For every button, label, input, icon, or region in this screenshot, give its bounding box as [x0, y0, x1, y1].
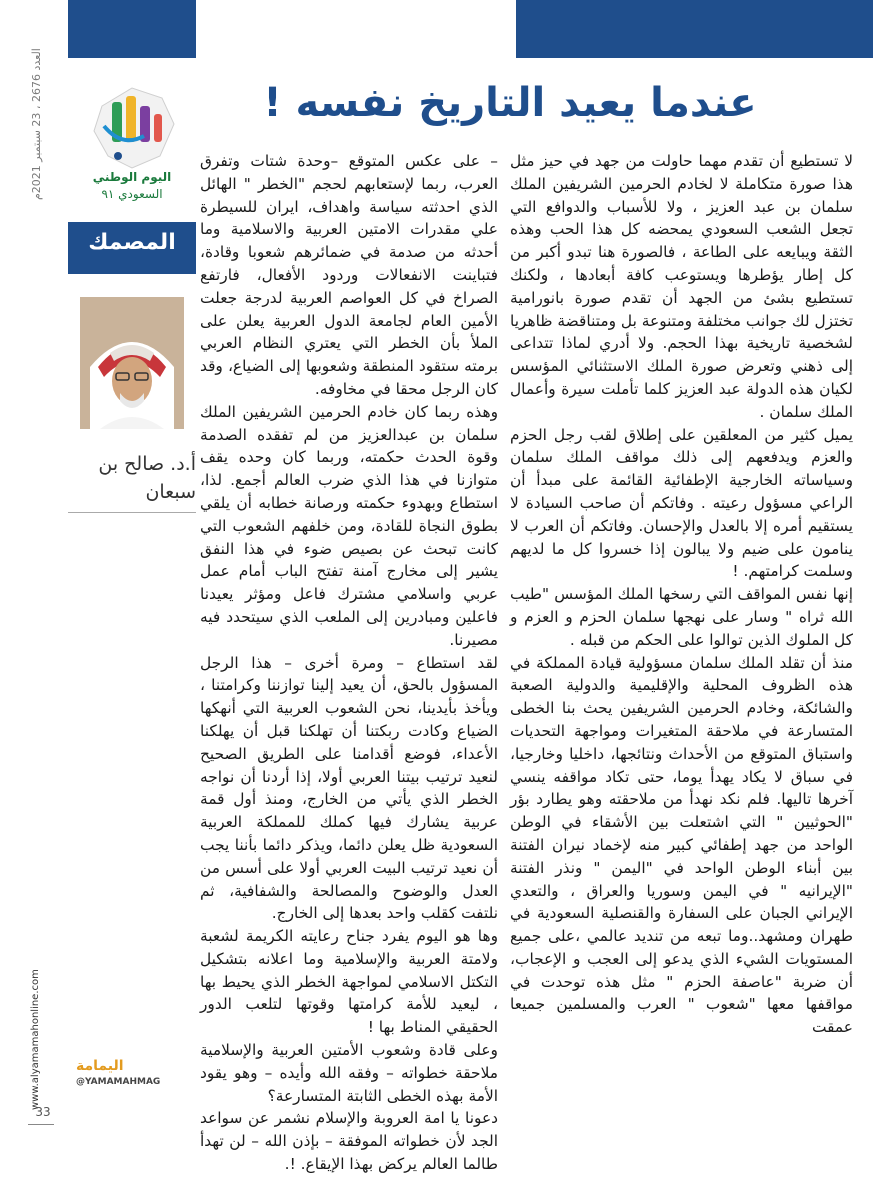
- author-rule: [68, 512, 196, 513]
- author-name: أ.د. صالح بن سبعان: [98, 453, 196, 503]
- column-name: المصمك: [88, 230, 176, 255]
- top-bar-left: [68, 0, 196, 58]
- top-bar-right: [516, 0, 873, 58]
- paragraph: دعونا يا امة العروبة والإسلام نشمر عن سواعد الجد لأن خطواته الموفقة – بإذن الله – لن تهدأ طالما العالم يركض بهذا الإيقاع. !.: [200, 1109, 498, 1174]
- paragraph: لقد استطاع – ومرة أخرى – هذا الرجل المسؤول بالحق، أن يعيد إلينا توازننا وكرامتنا ، ويأخذ بأيدينا، نحن الشعوب العربية التي أنهكها الضياع وكادت ربكتنا أن تهلكنا قبل أن يهلكنا الأعداء، فوضع أقدامنا على الطريق الصحيح لنعيد ترتيب بيتنا العربي أولا، إذا أردنا أن نواجه الخطر الذي يأتي من الخارج، ومنذ أول قمة عربية يشارك فيها كملك للمملكة العربية السعودية ظل يعلن دائما، ويذكر دائما بأننا يجب أن نعيد ترتيب البيت العربي أولا على أسس من العدل والوضوح والمصالحة والشفافية، ثم نلتفت كقلب واحد بعدها إلى الخارج.: [200, 653, 498, 923]
- paragraph: وهذه ربما كان خادم الحرمين الشريفين الملك سلمان بن عبدالعزيز من لم تفقده الصدمة وقوة الحدث حكمته، وربما كان وحده يقف متوازنا في هذا الذي ضرب العالم أجمع. لذا، استطاع وبهدوء حكمته ورصانة خطابه أن يلقي بطوق النجاة للقادة، ومن خلفهم الشعوب التي كانت تبحث عن بصيص ضوء في هذا النفق يشير إلى مخارج آمنة تفتح الباب أمام عمل عربي واسلامي مشترك فاعل ومؤثر يعيدنا فاعلين ومبادرين إلى الملعب الذي سيتحدد فيه مصيرنا.: [200, 402, 498, 649]
- svg-text:اليمامة: اليمامة: [76, 1058, 124, 1073]
- paragraph: – على عكس المتوقع –وحدة شتات وتفرق العرب، ربما لإستعابهم لحجم "الخطر " الهائل الذي احدثته سياسة واهداف، ايران للسيطرة علي مقدرات الامتين العربية والاسلامية وما أحدثه من صدمة في ضمائرهم شعوبا وقادة، فتباينت الانفعالات وردود الأفعال، فارتفع الصراخ في كل العواصم العربية لدرجة جعلت الأمين العام لجامعة الدول العربية يعلن على الملأ بأن الخطر التي يعتري النظام العربي برمته ستقود المنطقة وشعوبها إلى الضياع، وقد كان الرجل محقا في مخاوفه.: [200, 152, 498, 398]
- article-column-right: [510, 150, 853, 1120]
- page-number: 33: [35, 1105, 51, 1119]
- article-column-left: [200, 150, 498, 1174]
- issue-info: العدد 2676 ، 23 سبتمبر 2021م: [30, 48, 43, 200]
- author-photo: [80, 297, 184, 429]
- social-handle[interactable]: @YAMAMAHMAG: [76, 1077, 161, 1087]
- paragraph: يميل كثير من المعلقين على إطلاق لقب رجل الحزم والعزم ويدفعهم إلى ذلك مواقف الملك سلمان وسياساته الخارجية الإطفائية القائمة على مبدأ أن الراعي مسؤول رعيته . وفاتكم أن صاحب السيادة لا يستقيم أمره إلا بالعدل والإحسان. وفاتكم أن العرب لا ينامون على ضيم ولا يبالون إذا خسروا كل ما لديهم وسلمت كرامتهم. !: [510, 425, 853, 581]
- sidebar: [68, 72, 196, 1122]
- margin-strip: [0, 0, 58, 1200]
- logo-subtitle: السعودي ٩١: [101, 187, 163, 201]
- paragraph: وها هو اليوم يفرد جناح رعايته الكريمة لشعبة ولامتة العربية والإسلامية وما اعلانه بتشكيل التكتل الاسلامي لمواجهة الخطر الذي يحيط بها ، ليعيد للأمة كرامتها وقوتها لتلعب الدور الحقيقي المناط بها !: [200, 927, 498, 1037]
- website-url[interactable]: www.alyamamahonline.com: [30, 969, 41, 1110]
- magazine-logo: [76, 1057, 196, 1073]
- paragraph: منذ أن تقلد الملك سلمان مسؤولية قيادة المملكة في هذه الظروف المحلية والإقليمية والدولية الصعبة والشائكة، وخادم الحرمين الشريفين يحث بنا الخطى المتسارعة في ملاحقة المتغيرات ومواجهة التحديات واستباق المتوقع من الأحداث ونتائجها، داخليا وخارجيا، في سباق لا يكاد يهدأ يوما، حتى تكاد مواقفه ينسي آخرها تاليها. فلم نكد نهدأ من ملاحقته وهو يطارد بؤر "الحوثيين " التي اشتعلت بين الأشقاء في الوطن الواحد من جهد إطفائي كبير منه لإخماد نيران الفتنة بين أبناء الوطن الواحد في "اليمن " ونذر الفتنة "الإيرانيه " في اليمن وسوريا والعراق ، والتعدي الإيراني الجبان على السفارة والقنصلية السعودية في طهران ومشهد..وما تبعه من تنديد عالمي ،على جميع المستويات الشيء الذي يدعو إلى العجب و الإعجاب، أن ضربة "عاصفة الحزم " مثل هذه توحدت في مواقفها معها "شعوب " العرب والمسلمين جميعا عمقت: [510, 653, 853, 1037]
- paragraph: لا تستطيع أن تقدم مهما حاولت من جهد في حيز مثل هذا صورة متكاملة لا لخادم الحرمين الشريفين الملك سلمان بن عبد العزيز ، ولا للأسباب والدوافع التي تجعل الشعب السعودي يمحضه كل هذا الحب وهذه الثقة ويبايعه على الطاعة ، فالصورة هنا تبدو أكبر من كل إطار يؤطرها ويستوعب كافة أبعادها ، ولكنك تستطيع بشئ من الجهد أن تقدم صورة بانورامية تختزل لك جوانب مختلفة ومتنوعة بل ومتناقضة ظاهريا لشخصية تاريخية بهذا الحجم. ولا أدري لماذا تتداعى إلى ذهني وتعرض صورة الملك الاستثنائي المؤسس لكيان هذه الدولة عبد العزيز كلما تأملت سيرة وأعمال الملك سلمان .: [510, 152, 853, 421]
- page-number-rule: [28, 1124, 54, 1125]
- paragraph: وعلى قادة وشعوب الأمتين العربية والإسلامية ملاحقة خطواته – وفقه الله وأيده – وهو يقود الأمة بهذه الخطى الثابتة المتسارعة؟: [200, 1041, 498, 1105]
- logo-title: اليوم الوطني: [92, 170, 172, 184]
- article-title: عندما يعيد التاريخ نفسه !: [263, 80, 757, 126]
- paragraph: إنها نفس المواقف التي رسخها الملك المؤسس "طيب الله ثراه " وسار على نهجها سلمان الحزم و العزم و كل الملوك الذين توالوا على الحكم من قبله .: [510, 585, 853, 649]
